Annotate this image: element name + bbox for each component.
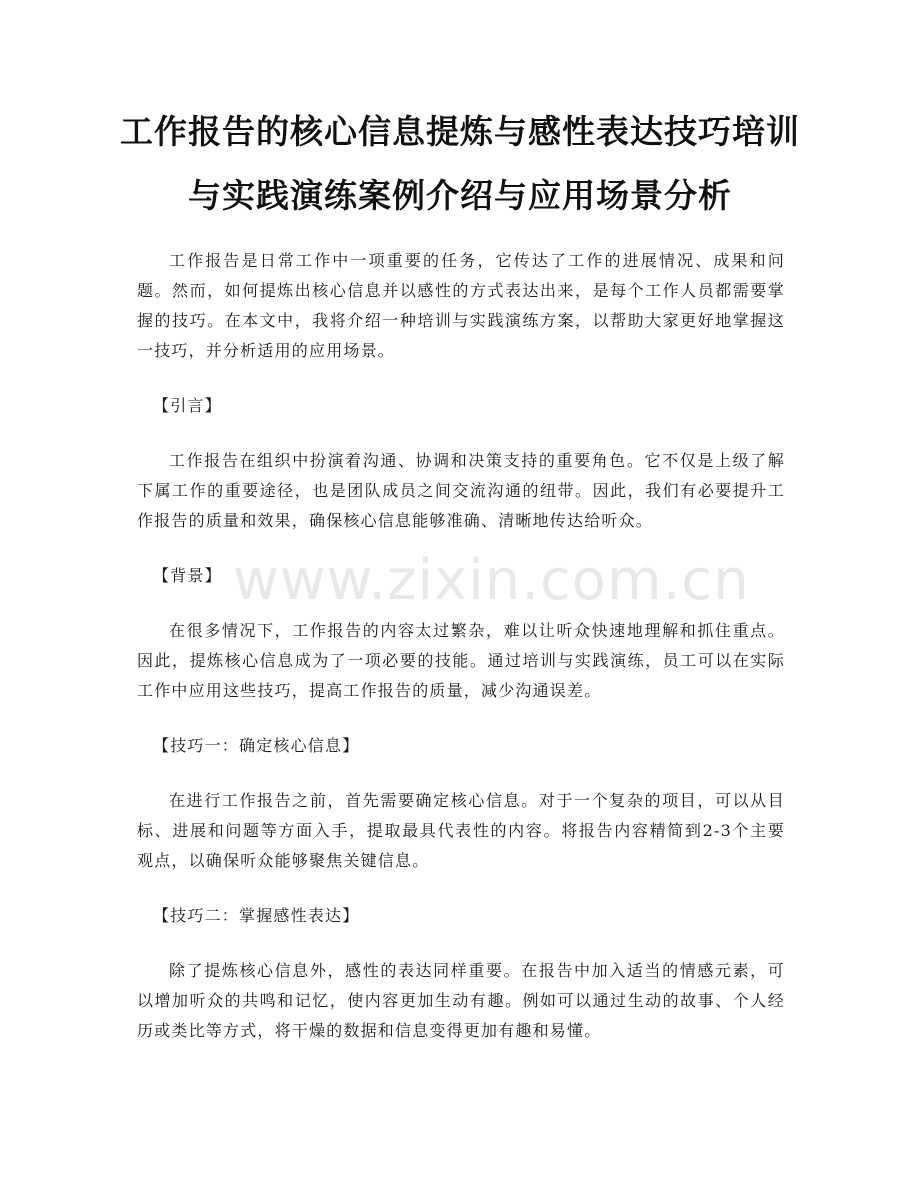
- paragraph-background: 在很多情况下，工作报告的内容太过繁杂，难以让听众快速地理解和抓住重点。因此，提炼核心信息成为了一项必要的技能。通过培训与实践演练，员工可以在实际工作中应用这些技巧，提高工作报告的质量，减少沟通误差。: [137, 621, 785, 700]
- section-heading-introduction: 【引言】: [153, 396, 222, 415]
- section-heading-technique-two: 【技巧二：掌握感性表达】: [153, 906, 360, 925]
- section-heading-background: 【背景】: [153, 566, 222, 585]
- watermark: www.zixin.com.cn: [233, 548, 750, 613]
- paragraph-intro: 工作报告是日常工作中一项重要的任务，它传达了工作的进展情况、成果和问题。然而，如何提炼出核心信息并以感性的方式表达出来，是每个工作人员都需要掌握的技巧。在本文中，我将介绍一种培训与实践演练方案，以帮助大家更好地掌握这一技巧，并分析适用的应用场景。: [137, 251, 785, 360]
- paragraph-technique-two: 除了提炼核心信息外，感性的表达同样重要。在报告中加入适当的情感元素，可以增加听众的共鸣和记忆，使内容更加生动有趣。例如可以通过生动的故事、个人经历或类比等方式，将干燥的数据和信息变得更加有趣和易懂。: [137, 961, 785, 1040]
- section-heading-technique-one: 【技巧一：确定核心信息】: [153, 736, 360, 755]
- document-title: 工作报告的核心信息提炼与感性表达技巧培训与实践演练案例介绍与应用场景分析: [120, 112, 800, 215]
- document-body: [137, 246, 785, 1046]
- paragraph-introduction: 工作报告在组织中扮演着沟通、协调和决策支持的重要角色。它不仅是上级了解下属工作的重要途径，也是团队成员之间交流沟通的纽带。因此，我们有必要提升工作报告的质量和效果，确保核心信息能够准确、清晰地传达给听众。: [137, 451, 785, 530]
- paragraph-technique-one: 在进行工作报告之前，首先需要确定核心信息。对于一个复杂的项目，可以从目标、进展和问题等方面入手，提取最具代表性的内容。将报告内容精简到2-3个主要观点，以确保听众能够聚焦关键信息。: [137, 791, 785, 870]
